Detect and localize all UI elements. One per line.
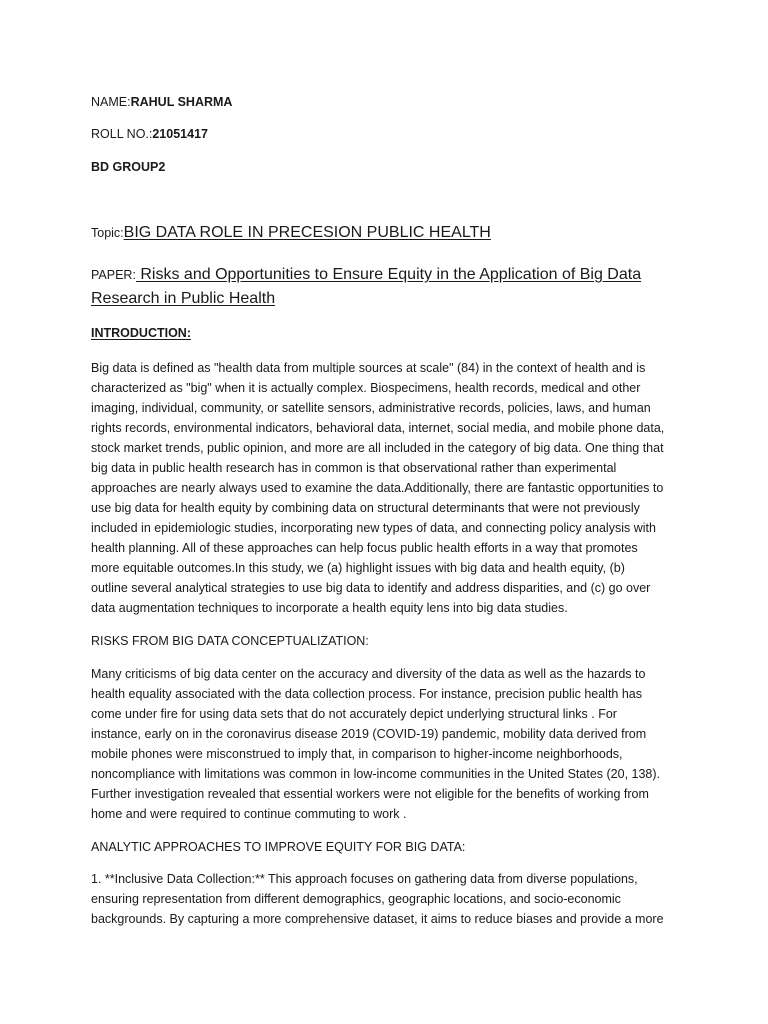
paragraph-line: Big data is defined as "health data from multiple sources at scale" (84) in the context of health and is bbox=[91, 361, 646, 375]
name-label: NAME: bbox=[91, 95, 131, 109]
paragraph-line: outline several analytical strategies to use big data to identify and address disparities, and (c) go over bbox=[91, 581, 651, 595]
paragraph-line: rights records, environmental indicators, behavioral data, internet, social media, and mobile phone data, bbox=[91, 421, 665, 435]
paragraph-line: characterized as "big" when it is actually complex. Biospecimens, health records, medical and other bbox=[91, 381, 641, 395]
paragraph-line: health equality associated with the data collection process. For instance, precision public health has bbox=[91, 687, 643, 701]
paragraph-line: approaches are nearly always used to examine the data.Additionally, there are fantastic opportunities to bbox=[91, 481, 664, 495]
introduction-heading: INTRODUCTION: bbox=[91, 326, 191, 340]
paragraph-line: use big data for health equity by combining data on structural determinants that were not previously bbox=[91, 501, 640, 515]
paper-label: PAPER: bbox=[91, 268, 136, 282]
paragraph-line: instance, early on in the coronavirus disease 2019 (COVID-19) pandemic, mobility data derived from bbox=[91, 727, 647, 741]
paper-title-line-1: Risks and Opportunities to Ensure Equity in the Application of Big Data bbox=[135, 266, 642, 283]
roll-value: 21051417 bbox=[152, 127, 208, 141]
name-value: RAHUL SHARMA bbox=[130, 95, 233, 109]
paragraph-line: imaging, individual, community, or satellite sensors, administrative records, policies, laws, and human bbox=[91, 401, 651, 415]
paragraph-line: more equitable outcomes.In this study, we (a) highlight issues with big data and health equity, (b) bbox=[91, 561, 625, 575]
roll-label: ROLL NO.: bbox=[91, 127, 153, 141]
paper-title-block bbox=[91, 263, 683, 310]
risks-heading: RISKS FROM BIG DATA CONCEPTUALIZATION: bbox=[91, 634, 369, 648]
analytic-heading: ANALYTIC APPROACHES TO IMPROVE EQUITY FOR BIG DATA: bbox=[91, 840, 466, 854]
introduction-paragraph bbox=[91, 358, 683, 618]
roll-line bbox=[91, 126, 208, 142]
paragraph-line: health planning. All of these approaches can help focus public health efforts in a way that promotes bbox=[91, 541, 638, 555]
paragraph-line: come under fire for using data sets that do not accurately depict underlying structural links . For bbox=[91, 707, 617, 721]
paragraph-line: big data in public health research has in common is that observational rather than experimental bbox=[91, 461, 617, 475]
topic-line bbox=[91, 224, 491, 242]
topic-label: Topic: bbox=[91, 226, 124, 240]
paragraph-line: included in epidemiologic studies, incorporating new types of data, and connecting policy analysis with bbox=[91, 521, 656, 535]
paragraph-line: Many criticisms of big data center on the accuracy and diversity of the data as well as the hazards to bbox=[91, 667, 646, 681]
paragraph-line: backgrounds. By capturing a more comprehensive dataset, it aims to reduce biases and provide a more bbox=[91, 912, 664, 926]
analytic-paragraph bbox=[91, 869, 683, 929]
paragraph-line: data augmentation techniques to incorporate a health equity lens into big data studies. bbox=[91, 601, 568, 615]
paper-line-1 bbox=[91, 263, 683, 287]
paper-line-2 bbox=[91, 287, 683, 310]
paragraph-line: Further investigation revealed that essential workers were not eligible for the benefits of working from bbox=[91, 787, 649, 801]
topic-value: BIG DATA ROLE IN PRECESION PUBLIC HEALTH bbox=[123, 224, 491, 241]
paper-title-line-2: Research in Public Health bbox=[91, 290, 276, 307]
paragraph-line: mobile phones were misconstrued to imply that, in comparison to higher-income neighborhoods, bbox=[91, 747, 623, 761]
name-line bbox=[91, 94, 232, 110]
risks-paragraph bbox=[91, 664, 683, 824]
paragraph-line: ensuring representation from different demographics, geographic locations, and socio-economic bbox=[91, 892, 621, 906]
group-line: BD GROUP2 bbox=[91, 160, 166, 174]
paragraph-line: noncompliance with limitations was common in low-income communities in the United States (20, 138). bbox=[91, 767, 661, 781]
paragraph-line: home and were required to continue commuting to work . bbox=[91, 807, 407, 821]
paragraph-line: stock market trends, public opinion, and more are all included in the category of big data. One thing that bbox=[91, 441, 664, 455]
paragraph-line: 1. **Inclusive Data Collection:** This approach focuses on gathering data from diverse populations, bbox=[91, 872, 638, 886]
